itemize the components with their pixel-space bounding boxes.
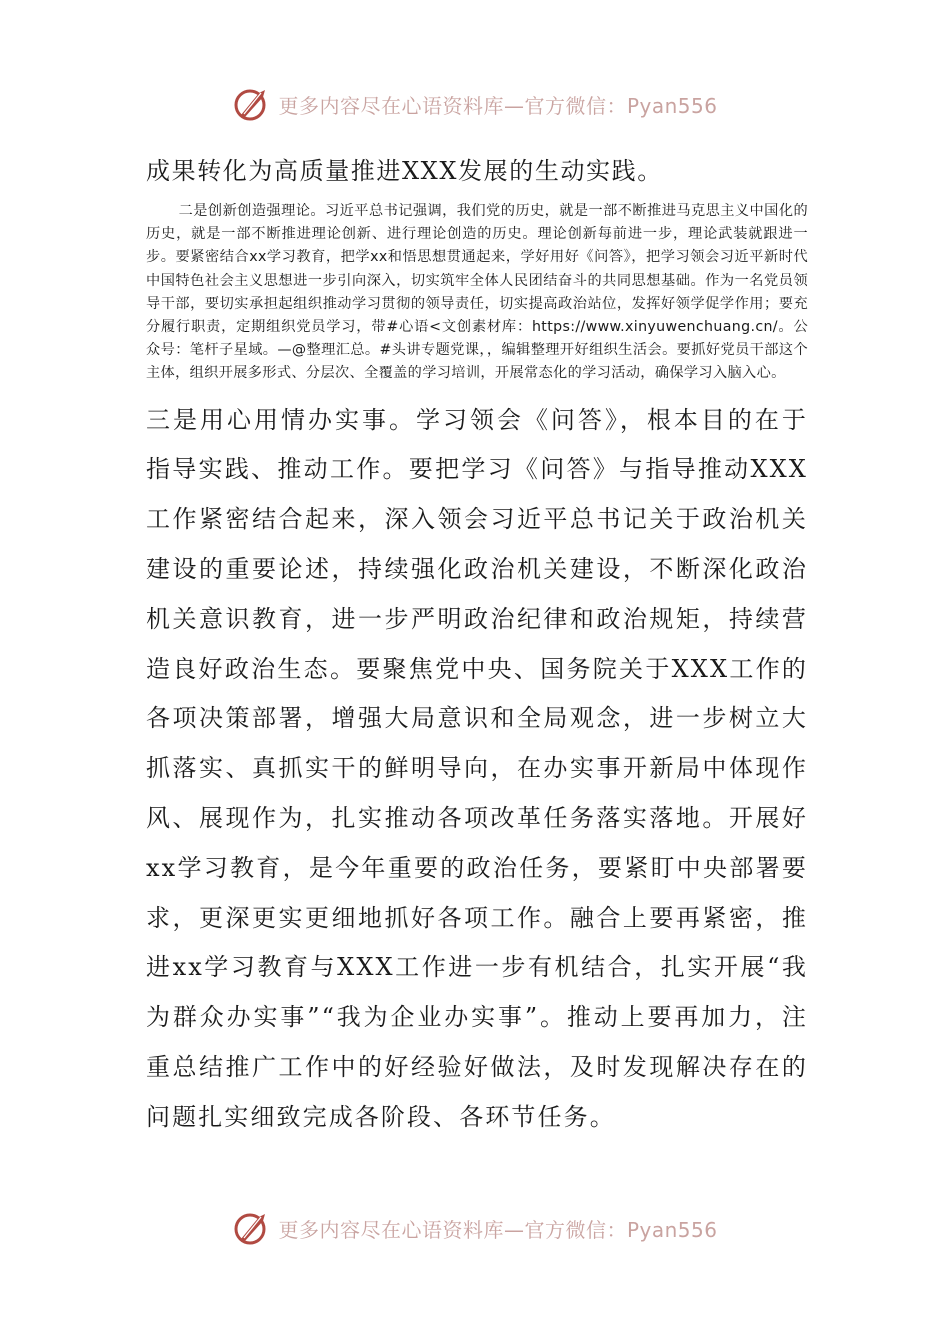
paragraph-practical-work: 三是用心用情办实事。学习领会《问答》，根本目的在于指导实践、推动工作。要把学习《问答》与指导推动XXX工作紧密结合起来，深入领会习近平总书记关于政治机关建设的重要论述，持续强化政治机关建设，不断深化政治机关意识教育，进一步严明政治纪律和政治规矩，持续营造良好政治生态。要聚焦党中央、国务院关于XXX工作的各项决策部署，增强大局意识和全局观念，进一步树立大抓落实、真抓实干的鲜明导向，在办实事开新局中体现作风、展现作为，扎实推动各项改革任务落实落地。开展好xx学习教育，是今年重要的政治任务，要紧盯中央部署要求，更深更实更细地抓好各项工作。融合上要再紧密，推进xx学习教育与XXX工作进一步有机结合，扎实开展“我为群众办实事”“我为企业办实事”。推动上要再加力，注重总结推广工作中的好经验好做法，及时发现解决存在的问题扎实细致完成各阶段、各环节任务。 xyxy=(146,405,808,1131)
watermark-text: 更多内容尽在心语资料库—官方微信：Pyan556 xyxy=(278,1217,718,1242)
watermark-text: 更多内容尽在心语资料库—官方微信：Pyan556 xyxy=(278,93,718,118)
paragraph-innovation: 二是创新创造强理论。习近平总书记强调，我们党的历史，就是一部不断推进马克思主义中国化的历史，就是一部不断推进理论创新、进行理论创造的历史。理论创新每前进一步，理论武装就跟进一步。要紧密结合xx学习教育，把学xx和悟思想贯通起来，学好用好《问答》，把学习领会习近平新时代中国特色社会主义思想进一步引向深入，切实筑牢全体人民团结奋斗的共同思想基础。作为一名党员领导干部，要切实承担起组织推动学习贯彻的领导责任，切实提高政治站位，发挥好领学促学作用；要充分履行职责，定期组织党员学习，带#心语<文创素材库：https://www.xinyuwenchuang.cn/。公众号：笔杆子星域。—@整理汇总。#头讲专题党课，，编辑整理开好组织生活会。要抓好党员干部这个主体，组织开展多形式、分层次、全覆盖的学习培训，开展常态化的学习活动，确保学习入脑入心。 xyxy=(146,203,808,382)
header-watermark xyxy=(0,74,950,134)
pen-nib-circle-logo-icon xyxy=(232,84,272,124)
document-body xyxy=(146,148,808,1143)
footer-watermark xyxy=(0,1198,950,1258)
pen-nib-circle-logo-icon xyxy=(232,1208,272,1248)
lead-line: 成果转化为高质量推进XXX发展的生动实践。 xyxy=(146,157,663,185)
